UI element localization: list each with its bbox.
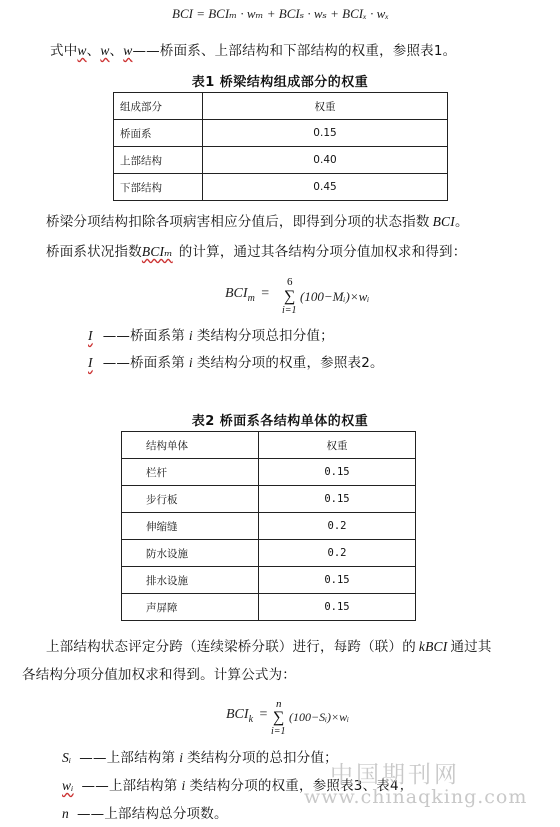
table1-cell-weight: 0.40: [203, 147, 448, 174]
formula-body: (100−Sᵢ)×wᵢ: [289, 710, 349, 724]
watermark-cn: 中国期刊网: [330, 762, 460, 788]
table2-cell-name: 栏杆: [122, 459, 259, 486]
super-paragraph-line2: 各结构分项分值加权求和得到。计算公式为：: [22, 667, 296, 683]
table2-cell-weight: 0.2: [259, 513, 416, 540]
summation-icon: ∑: [273, 709, 285, 726]
table1-cell-name: 下部结构: [114, 174, 203, 201]
table2-cell-name: 伸缩缝: [122, 513, 259, 540]
table2-caption: 表2 桥面系各结构单体的权重: [191, 414, 369, 429]
sum-upper-bound: 6: [287, 276, 293, 288]
table-row: [122, 594, 416, 621]
formula-eq: =: [261, 286, 270, 301]
definition-text: 类结构分项的权重，参照表2。: [196, 355, 384, 371]
symbol-bci-m: BCIₘ: [141, 244, 173, 259]
definition-text: ——桥面系第: [102, 355, 185, 371]
table-row: [122, 513, 416, 540]
definition-m-deduction: [88, 327, 334, 345]
status-index-end: 。: [454, 214, 469, 230]
definition-text: ——上部结构总分项数。: [76, 806, 228, 822]
symbol-m-i: I: [88, 328, 93, 343]
table-row: [122, 459, 416, 486]
table1-header-weight: 权重: [203, 93, 448, 120]
symbol-i: i: [179, 750, 184, 765]
separator: 、: [86, 43, 101, 59]
table-row: [122, 540, 416, 567]
deck-prefix: 桥面系状况指数: [46, 244, 142, 260]
table2-cell-weight: 0.15: [259, 567, 416, 594]
definition-text: ——桥面系第: [102, 328, 185, 344]
definition-m-weight: [88, 354, 384, 372]
separator: 、: [109, 43, 124, 59]
formula-lhs-sub: k: [248, 713, 254, 725]
definition-n: [62, 805, 228, 823]
symbol-n: n: [62, 806, 69, 821]
deck-index-paragraph: [46, 243, 466, 261]
symbol-i: i: [181, 778, 186, 793]
formula-lhs: BCI: [226, 707, 249, 722]
table-row: [114, 120, 448, 147]
table1-cell-name: 桥面系: [114, 120, 203, 147]
table2-header-unit: 结构单体: [122, 432, 259, 459]
table-row: [114, 147, 448, 174]
status-index-paragraph: [46, 213, 469, 231]
table-row: [122, 432, 416, 459]
table1-cell-weight: 0.45: [203, 174, 448, 201]
definition-s: [62, 749, 338, 767]
table1: [113, 92, 448, 201]
formula-bci-k: [226, 707, 270, 725]
formula-eq: =: [259, 707, 268, 722]
symbol-bci: BCI: [432, 214, 455, 229]
definition-text: 类结构分项的总扣分值；: [187, 750, 338, 766]
table-row: [122, 567, 416, 594]
symbol-w-s: w: [100, 43, 110, 58]
super-suffix: 通过其: [450, 639, 492, 655]
intro-paragraph: [50, 42, 456, 60]
deck-suffix: 的计算，通过其各结构分项分值加权求和得到：: [178, 244, 467, 260]
table2-cell-weight: 0.15: [259, 486, 416, 513]
table2-cell-weight: 0.2: [259, 540, 416, 567]
symbol-w-x: w: [123, 43, 133, 58]
sum-upper-bound: n: [276, 698, 282, 710]
table2-cell-name: 声屏障: [122, 594, 259, 621]
definition-text: 类结构分项的权重，参照表3、表4；: [189, 778, 413, 794]
super-text: 上部结构状态评定分跨（连续梁桥分联）进行，每跨（联）的: [46, 639, 416, 655]
table2-cell-name: 防水设施: [122, 540, 259, 567]
table1-header-component: 组成部分: [114, 93, 203, 120]
table2-cell-weight: 0.15: [259, 594, 416, 621]
symbol-w-m: w: [77, 43, 87, 58]
definition-text: 类结构分项总扣分值；: [196, 328, 334, 344]
table2-cell-name: 排水设施: [122, 567, 259, 594]
intro-suffix: ——桥面系、上部结构和下部结构的权重，参照表1。: [132, 43, 457, 59]
formula-body: (100−Mᵢ)×wᵢ: [300, 289, 370, 304]
table-row: [122, 486, 416, 513]
summation-icon: ∑: [284, 288, 296, 305]
table2-cell-name: 步行板: [122, 486, 259, 513]
formula-bci-total: BCI = BCIₘ · wₘ + BCIₛ · wₛ + BCIₓ · wₓ: [172, 6, 389, 21]
table-row: [114, 174, 448, 201]
super-paragraph-line1: [46, 638, 492, 656]
table1-cell-name: 上部结构: [114, 147, 203, 174]
status-index-text: 桥梁分项结构扣除各项病害相应分值后，即得到分项的状态指数: [46, 214, 430, 230]
table2-header-weight: 权重: [259, 432, 416, 459]
sum-lower-bound: i=1: [282, 305, 297, 316]
formula-bci-m: [225, 286, 272, 304]
symbol-s-i: Sᵢ: [62, 750, 72, 765]
sum-lower-bound: i=1: [271, 726, 286, 737]
table2-cell-weight: 0.15: [259, 459, 416, 486]
formula-lhs: BCI: [225, 286, 248, 301]
table1-caption: 表1 桥梁结构组成部分的权重: [191, 75, 369, 90]
table-row: [114, 93, 448, 120]
formula-lhs-sub: m: [247, 292, 255, 304]
symbol-w-i: wᵢ: [62, 778, 74, 793]
watermark-url: www.chinaqking.com: [304, 786, 528, 808]
symbol-kbci: kBCI: [418, 639, 448, 654]
table1-cell-weight: 0.15: [203, 120, 448, 147]
symbol-i: i: [188, 328, 193, 343]
definition-text: ——上部结构第: [81, 778, 178, 794]
symbol-w-i: I: [88, 355, 93, 370]
intro-prefix: 式中: [50, 43, 78, 59]
definition-text: ——上部结构第: [79, 750, 176, 766]
table2: [121, 431, 416, 621]
symbol-i: i: [188, 355, 193, 370]
